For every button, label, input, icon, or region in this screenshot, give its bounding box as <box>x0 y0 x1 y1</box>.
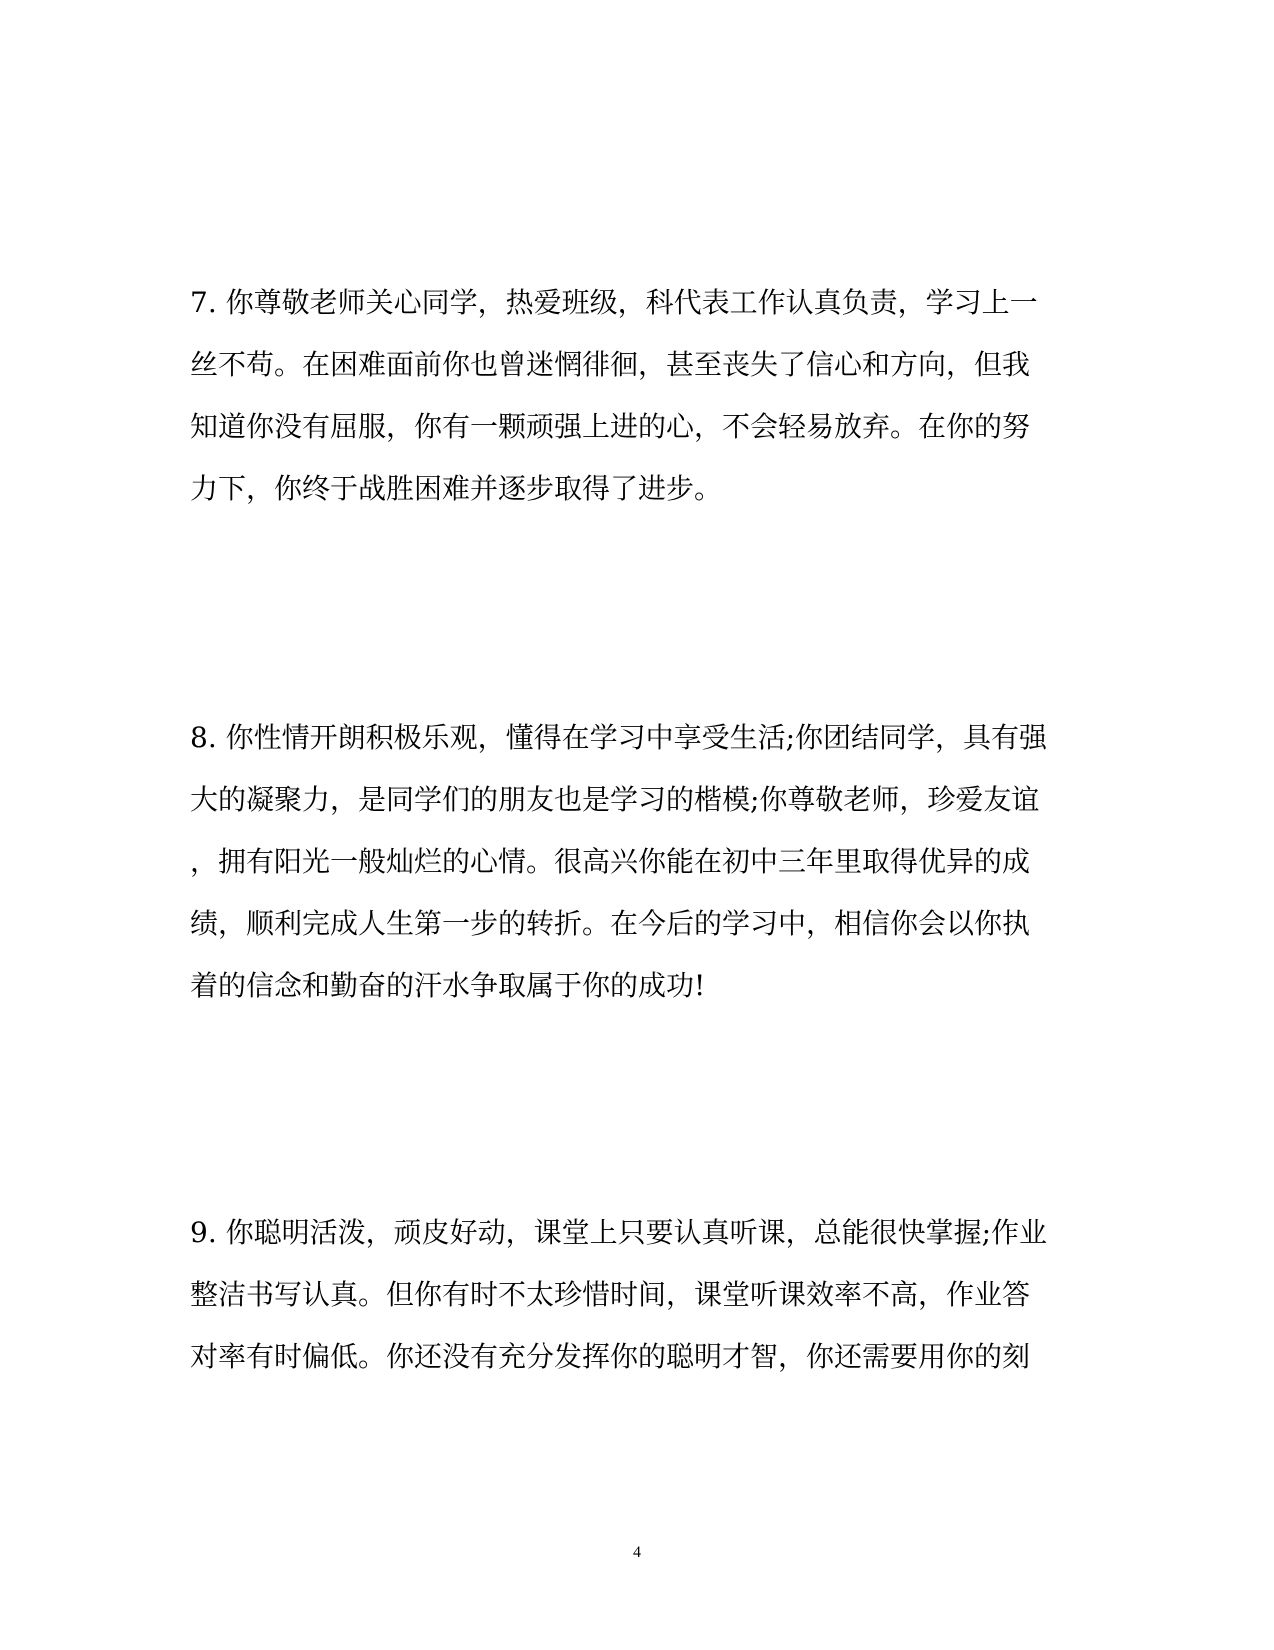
paragraph-line: 知道你没有屈服，你有一颗顽强上进的心，不会轻易放弃。在你的努 <box>190 410 1031 443</box>
paragraph-line: 着的信念和勤奋的汗水争取属于你的成功! <box>190 969 706 1002</box>
paragraph-line: 绩，顺利完成人生第一步的转折。在今后的学习中，相信你会以你执 <box>190 907 1031 940</box>
paragraph-line: 大的凝聚力，是同学们的朋友也是学习的楷模;你尊敬老师，珍爱友谊 <box>190 783 1040 816</box>
paragraph-line: 7. 你尊敬老师关心同学，热爱班级，科代表工作认真负责，学习上一 <box>190 286 1038 319</box>
paragraph-line: 9. 你聪明活泼，顽皮好动，课堂上只要认真听课，总能很快掌握;作业 <box>190 1216 1048 1249</box>
paragraph-line: 力下，你终于战胜困难并逐步取得了进步。 <box>190 472 723 505</box>
paragraph-line: 丝不苟。在困难面前你也曾迷惘徘徊，甚至丧失了信心和方向，但我 <box>190 348 1031 381</box>
paragraph-line: 8. 你性情开朗积极乐观，懂得在学习中享受生活;你团结同学，具有强 <box>190 721 1048 754</box>
page-number: 4 <box>633 1544 641 1561</box>
paragraph-line: 整洁书写认真。但你有时不太珍惜时间，课堂听课效率不高，作业答 <box>190 1278 1031 1311</box>
paragraph-line: 对率有时偏低。你还没有充分发挥你的聪明才智，你还需要用你的刻 <box>190 1340 1031 1373</box>
paragraph-line: ，拥有阳光一般灿烂的心情。很高兴你能在初中三年里取得优异的成 <box>190 845 1031 878</box>
